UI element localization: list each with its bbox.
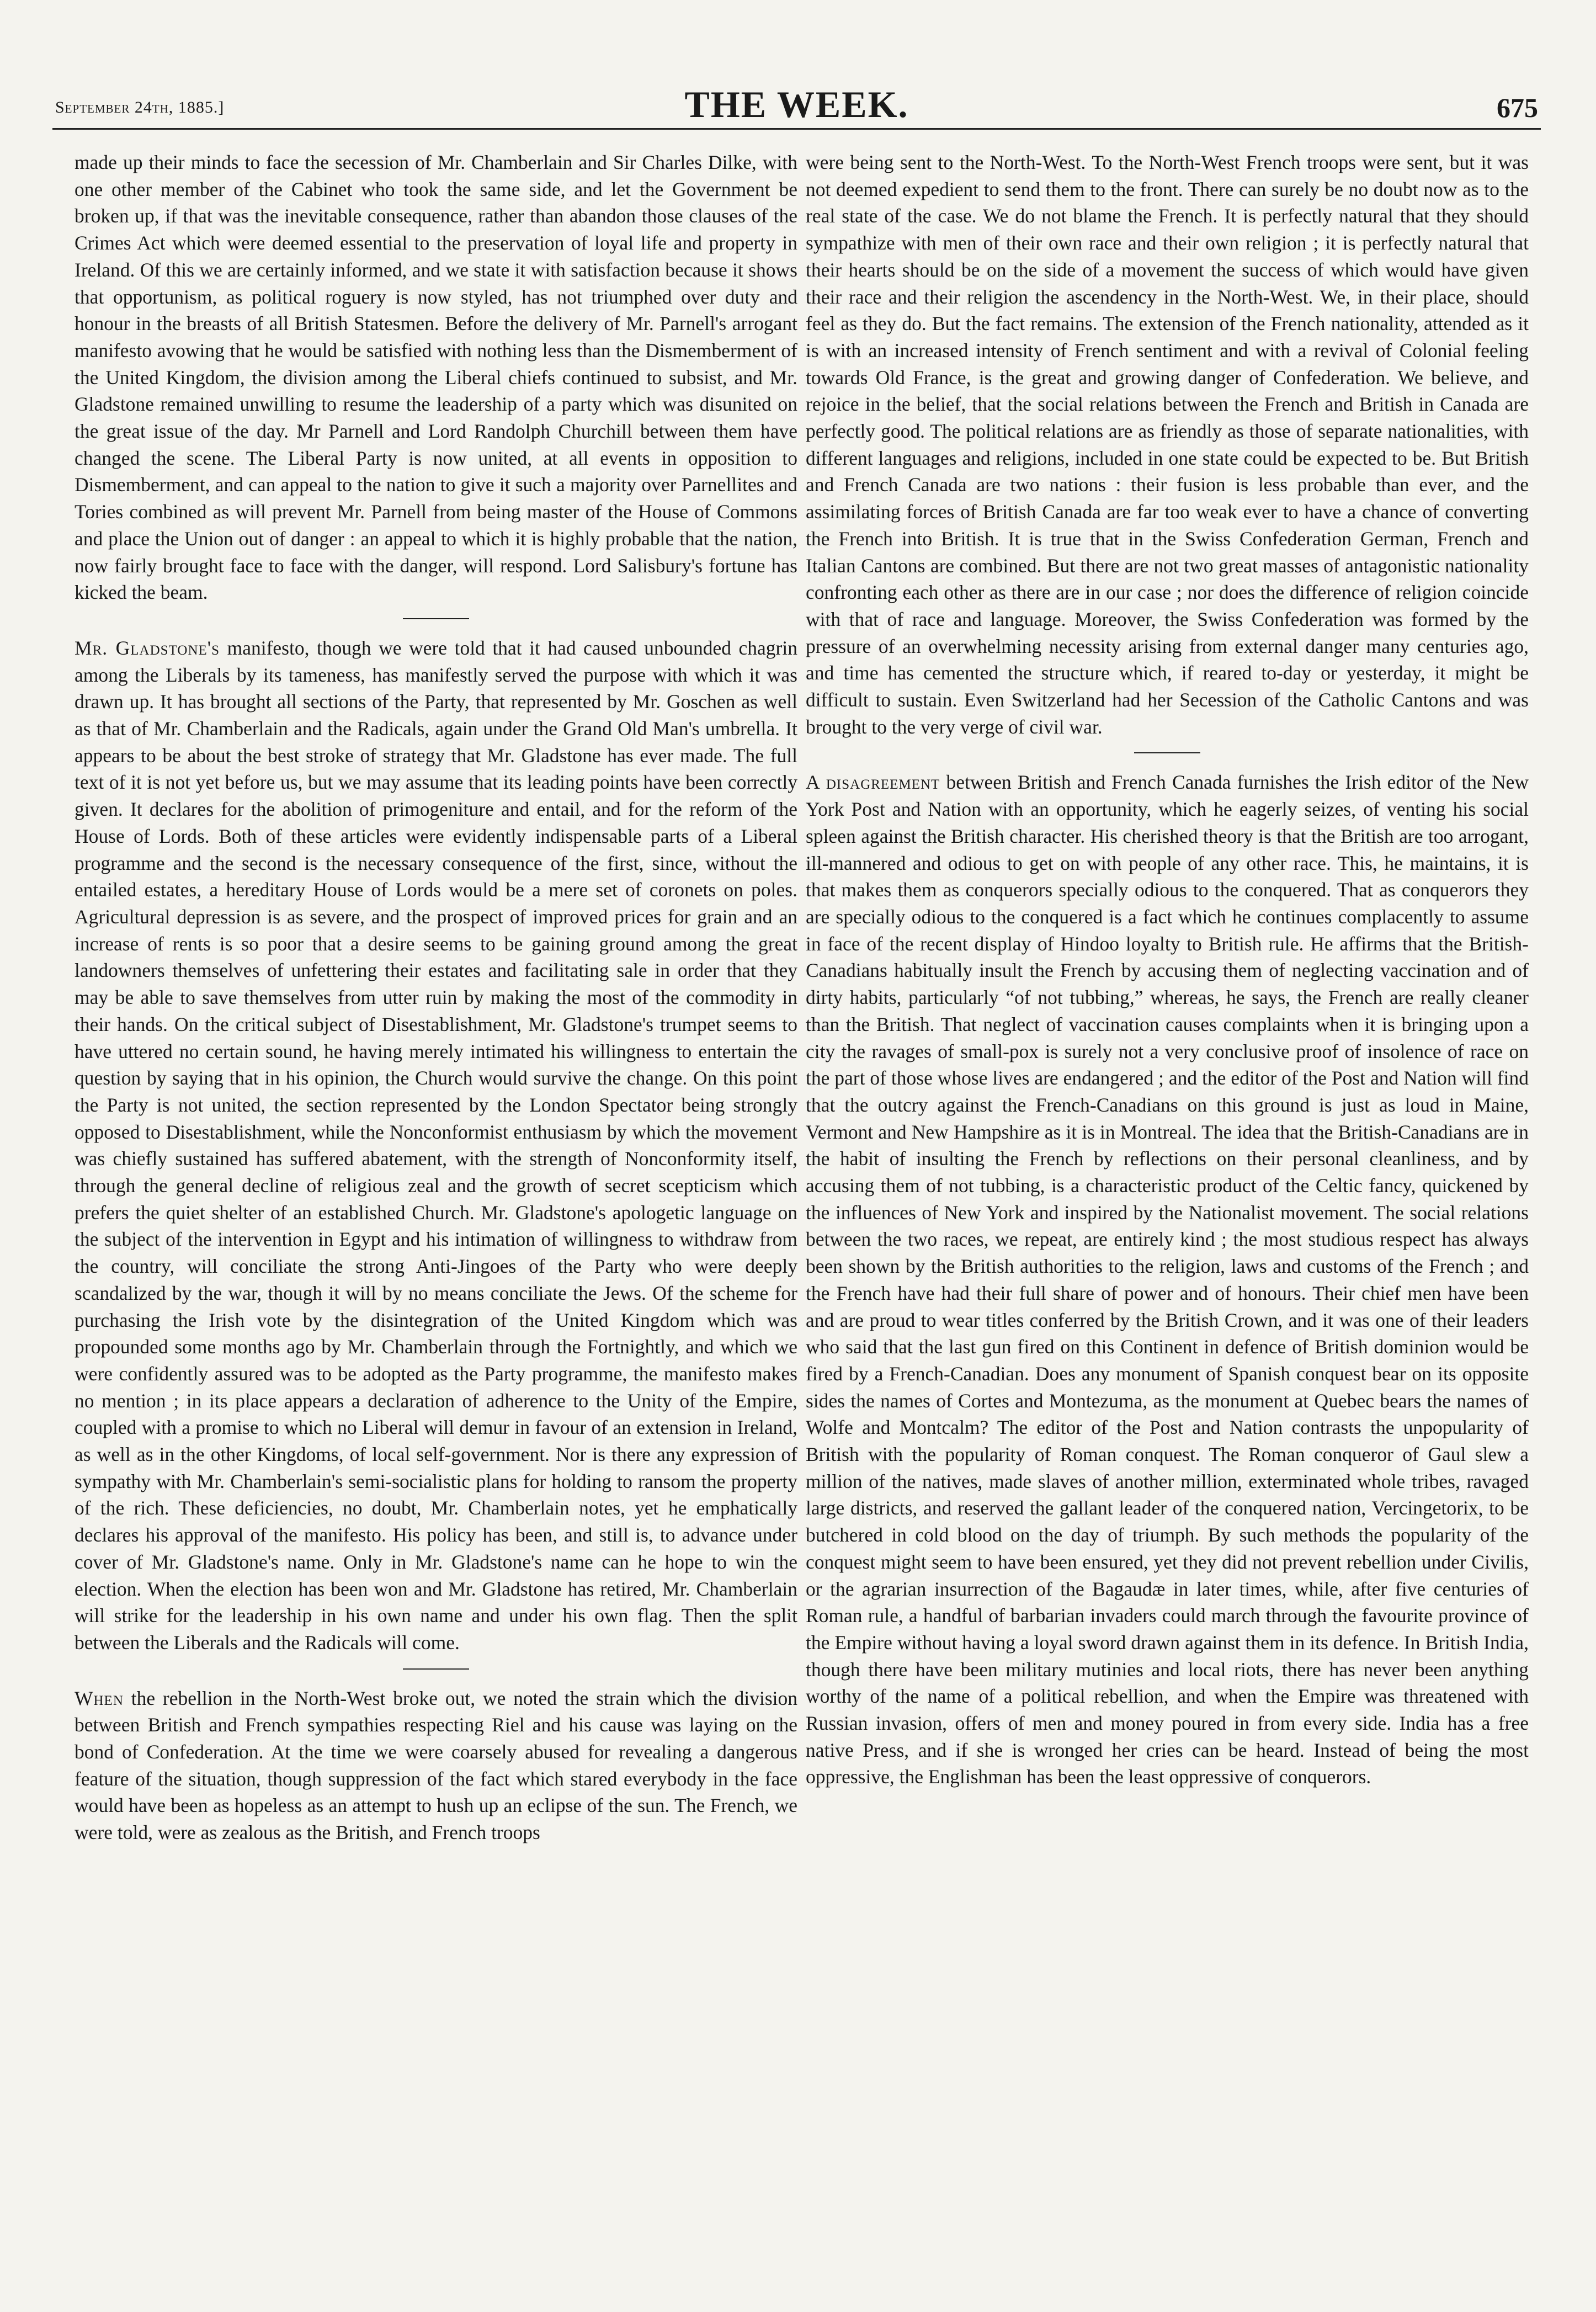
- section-divider: [403, 618, 469, 619]
- section-divider: [1134, 752, 1200, 753]
- page-header: [55, 83, 1538, 149]
- article-paragraph: Mr. Gladstone's manifesto, though we were told that it had caused unbounded chagrin among the Liberals by its tameness, has manifestly served the purpose with which it was drawn up. It has brought all sections of the Party, that represented by Mr. Goschen as well as that of Mr. Chamberlain and the Radicals, again under the Grand Old Man's umbrella. It appears to be about the best stroke of strategy that Mr. Gladstone has ever made. The full text of it is not yet before us, but we may assume that its leading points have been correctly given. It declares for the abolition of primogeniture and entail, and for the reform of the House of Lords. Both of these articles were evidently indispensable parts of a Liberal programme and the second is the necessary consequence of the first, since, without the entailed estates, a hereditary House of Lords would be a mere set of coronets on poles. Agricultural depression is as severe, and the prospect of improved prices for grain and an increase of rents is so poor that a desire seems to be gaining ground among the great landowners themselves of unfettering their estates and facilitating sale in order that they may be able to save themselves from utter ruin by making the most of the commodity in their hands. On the critical subject of Disestablishment, Mr. Gladstone's trumpet seems to have uttered no certain sound, he having merely intimated his willingness to entertain the question by saying that in his opinion, the Church would survive the change. On this point the Party is not united, the section represented by the London Spectator being strongly opposed to Disestablishment, while the Nonconformist enthusiasm by which the movement was chiefly sustained has suffered abatement, with the strength of Nonconformity itself, through the general decline of religious zeal and the growth of secret scepticism which prefers the quiet shelter of an established Church. Mr. Gladstone's apologetic language on the subject of the intervention in Egypt and his intimation of willingness to withdraw from the country, will conciliate the strong Anti-Jingoes of the Party who were deeply scandalized by the war, though it will by no means conciliate the Jews. Of the scheme for purchasing the Irish vote by the disintegration of the United Kingdom which was propounded some months ago by Mr. Chamberlain through the Fortnightly, and which we were confidently assured was to be adopted as the Party programme, the manifesto makes no mention ; in its place appears a declaration of adherence to the Unity of the Empire, coupled with a promise to which no Liberal will demur in favour of an extension in Ireland, as well as in the other Kingdoms, of local self-government. Nor is there any expression of sympathy with Mr. Chamberlain's semi-socialistic plans for holding to ransom the property of the rich. These deficiencies, no doubt, Mr. Chamberlain notes, yet he emphatically declares his approval of the manifesto. His policy has been, and still is, to advance under cover of Mr. Gladstone's name. Only in Mr. Gladstone's name can he hope to win the election. When the election has been won and Mr. Gladstone has retired, Mr. Chamberlain will strike for the leadership in his own name and under his own flag. Then the split between the Liberals and the Radicals will come.: [75, 636, 797, 1654]
- left-column: [75, 149, 797, 1846]
- publication-title: THE WEEK.: [684, 83, 909, 125]
- right-column: [806, 149, 1529, 1790]
- section-divider: [403, 1668, 469, 1670]
- article-paragraph: When the rebellion in the North-West broke out, we noted the strain which the division between British and French sympathies respecting Riel and his cause was laying on the bond of Confederation. At the time we were coarsely abused for revealing a dangerous feature of the situation, though suppression of the fact which stared everybody in the face would have been as hopeless as an attempt to hush up an eclipse of the sun. The French, we were told, were as zealous as the British, and French troops: [75, 1687, 797, 1844]
- header-rule: [52, 128, 1541, 130]
- article-paragraph: made up their minds to face the secession of Mr. Chamberlain and Sir Charles Dilke, with one other member of the Cabinet who took the same side, and let the Government be broken up, if that was the inevitable consequence, rather than abandon those clauses of the Crimes Act which were deemed essential to the preservation of loyal life and property in Ireland. Of this we are certainly informed, and we state it with satisfaction because it shows that opportunism, as political roguery is now styled, has not triumphed over duty and honour in the breasts of all British Statesmen. Before the delivery of Mr. Parnell's arrogant manifesto avowing that he would be satisfied with nothing less than the Dismemberment of the United Kingdom, the division among the Liberal chiefs continued to subsist, and Mr. Gladstone remained unwilling to resume the leadership of a party which was disunited on the great issue of the day. Mr Parnell and Lord Randolph Churchill between them have changed the scene. The Liberal Party is now united, at all events in opposition to Dismemberment, and can appeal to the nation to give it such a majority over Parnellites and Tories combined as will prevent Mr. Parnell from being master of the House of Commons and place the Union out of danger : an appeal to which it is highly probable that the nation, now fairly brought face to face with the danger, will respond. Lord Salisbury's fortune has kicked the beam.: [75, 151, 797, 604]
- issue-date: September 24th, 1885.]: [55, 98, 225, 116]
- article-paragraph: A disagreement between British and French Canada furnishes the Irish editor of the New York Post and Nation with an opportunity, which he eagerly seizes, of venting his social spleen against the British character. His cherished theory is that the British are too arrogant, ill-mannered and odious to get on with people of any other race. This, he maintains, it is that makes them as conquerors specially odious to the conquered. That as conquerors they are specially odious to the conquered is a fact which he continues complacently to assume in face of the recent display of Hindoo loyalty to British rule. He affirms that the British-Canadians habitually insult the French by accusing them of neglecting vaccination and of dirty habits, particularly “of not tubbing,” whereas, he says, the French are really cleaner than the British. That neglect of vaccination causes complaints when it is bringing upon a city the ravages of small-pox is surely not a very conclusive proof of insolence of race on the part of those whose lives are endangered ; and the editor of the Post and Nation will find that the outcry against the French-Canadians on this ground is just as loud in Maine, Vermont and New Hampshire as it is in Montreal. The idea that the British-Canadians are in the habit of insulting the French by reflections on their personal cleanliness, and by accusing them of not tubbing, is a characteristic product of the Celtic fancy, quickened by the influences of New York and inspired by the Nationalist movement. The social relations between the two races, we repeat, are entirely kind ; the most studious respect has always been shown by the British authorities to the religion, laws and customs of the French ; and the French have had their full share of power and of honours. Their chief men have been and are proud to wear titles conferred by the British Crown, and it was one of their leaders who said that the last gun fired on this Continent in defence of British dominion would be fired by a French-Canadian. Does any monument of Spanish conquest bear on its opposite sides the names of Cortes and Montezuma, as the monument at Quebec bears the names of Wolfe and Montcalm? The editor of the Post and Nation contrasts the unpopularity of British with the popularity of Roman conquest. The Roman conqueror of Gaul slew a million of the natives, made slaves of another million, exterminated whole tribes, ravaged large districts, and reserved the gallant leader of the conquered nation, Vercingetorix, to be butchered in cold blood on the day of triumph. By such methods the popularity of the conquest might seem to have been ensured, yet they did not prevent rebellion under Civilis, or the agrarian insurrection of the Bagaudæ in later times, while, after five centuries of Roman rule, a handful of barbarian invaders could march through the favourite province of the Empire without having a loyal sword drawn against them in its defence. In British India, though there have been military mutinies and local riots, there has never been anything worthy of the name of a political rebellion, and when the Empire was threatened with Russian invasion, offers of men and money poured in from every side. India has a free native Press, and if she is wronged her cries can be heard. Instead of being the most oppressive, the Englishman has been the least oppressive of conquerors.: [806, 771, 1529, 1788]
- page-number: 675: [1497, 92, 1538, 123]
- article-paragraph: were being sent to the North-West. To the North-West French troops were sent, but it was not deemed expedient to send them to the front. There can surely be no doubt now as to the real state of the case. We do not blame the French. It is perfectly natural that they should sympathize with men of their own race and their own religion ; it is perfectly natural that their hearts should be on the side of a movement the success of which would have given their race and their religion the ascendency in the North-West. We, in their place, should feel as they do. But the fact remains. The extension of the French nationality, attended as it is with an increased intensity of French sentiment and with a revival of Colonial feeling towards Old France, is the great and growing danger of Confederation. We believe, and rejoice in the belief, that the social relations between the French and British in Canada are perfectly good. The political relations are as friendly as those of separate nationalities, with different languages and religions, included in one state could be expected to be. But British and French Canada are two nations : their fusion is less probable than ever, and the assimilating forces of British Canada are far too weak ever to have a chance of converting the French into British. It is true that in the Swiss Confederation German, French and Italian Cantons are combined. But there are not two great masses of antagonistic nationality confronting each other as there are in our case ; nor does the difference of religion coincide with that of race and language. Moreover, the Swiss Confederation was formed by the pressure of an overwhelming necessity arising from external danger many centuries ago, and time has cemented the structure which, if reared to-day or yesterday, it might be difficult to sustain. Even Switzerland had her Secession of the Catholic Cantons and was brought to the very verge of civil war.: [806, 151, 1529, 738]
